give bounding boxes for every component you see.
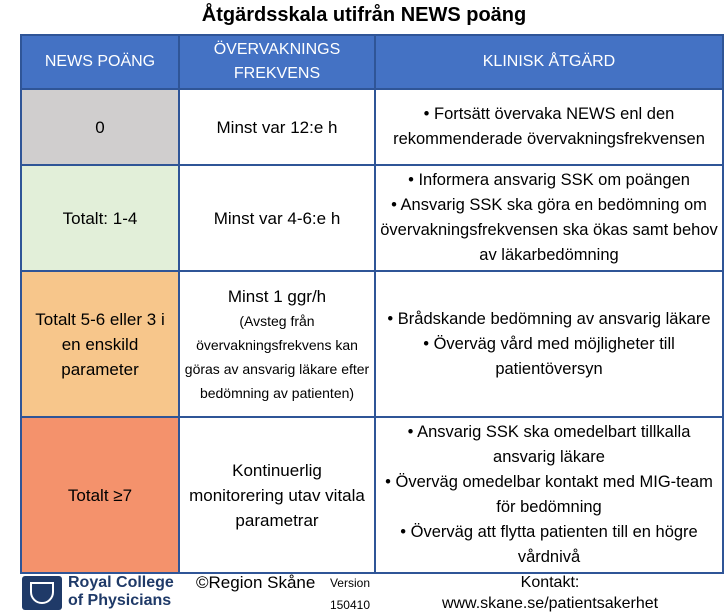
frequency-text: Minst var 12:e h — [216, 117, 338, 137]
copyright-text: ©Region Skåne — [196, 573, 316, 592]
monitoring-frequency-cell — [179, 89, 375, 165]
clinical-action-cell — [375, 89, 723, 165]
table-row — [21, 89, 723, 165]
crest-icon — [22, 576, 62, 610]
action-item: • Ansvarig SSK ska omedelbart tillkalla ansvarig läkare — [380, 420, 718, 470]
action-item: • Överväg vård med möjligheter till patientöversyn — [380, 332, 718, 382]
contact-link[interactable]: www.skane.se/patientsakerhet — [441, 595, 659, 612]
header-news-score: NEWS POÄNG — [21, 35, 179, 89]
action-item: • Informera ansvarig SSK om poängen — [380, 168, 718, 193]
action-item: • Överväg omedelbar kontakt med MIG-team för bedömning — [380, 470, 718, 520]
clinical-action-cell — [375, 271, 723, 417]
table-header-row — [21, 35, 723, 89]
news-score-cell: Totalt ≥7 — [21, 417, 179, 573]
news-score-cell: 0 — [21, 89, 179, 165]
news-score-cell: Totalt: 1-4 — [21, 165, 179, 271]
footer — [0, 572, 728, 615]
table-row — [21, 417, 723, 573]
page-title: Åtgärdsskala utifrån NEWS poäng — [201, 4, 527, 26]
table-row — [21, 271, 723, 417]
action-scale-table — [20, 34, 724, 574]
frequency-text: Minst var 4-6:e h — [213, 208, 341, 228]
frequency-text: Kontinuerlig monitorering utav vitala parametrar — [189, 460, 365, 530]
monitoring-frequency-cell — [179, 165, 375, 271]
frequency-note: (Avsteg från övervakningsfrekvens kan göras av ansvarig läkare efter bedömning av patienten) — [184, 312, 370, 401]
monitoring-frequency-cell — [179, 417, 375, 573]
rcp-logo — [22, 574, 182, 612]
action-item: • Ansvarig SSK ska göra en bedömning om övervakningsfrekvensen ska ökas samt behov av läkarbedömning — [380, 193, 718, 268]
action-item: • Fortsätt övervaka NEWS enl den rekommenderade övervakningsfrekvensen — [380, 102, 718, 152]
monitoring-frequency-cell — [179, 271, 375, 417]
news-score-cell: Totalt 5-6 eller 3 i en enskild parameter — [21, 271, 179, 417]
header-clinical-action: KLINISK ÅTGÄRD — [375, 35, 723, 89]
version-number: 150410 — [329, 598, 370, 612]
action-item: • Överväg att flytta patienten till en högre vårdnivå — [380, 520, 718, 570]
table-row — [21, 165, 723, 271]
contact-block — [410, 572, 690, 614]
logo-text: Royal College of Physicians — [68, 574, 174, 609]
clinical-action-cell — [375, 165, 723, 271]
version-label: Version — [329, 576, 370, 590]
frequency-text: Minst 1 ggr/h — [227, 286, 327, 306]
contact-label: Kontakt: — [520, 574, 580, 591]
action-item: • Brådskande bedömning av ansvarig läkare — [380, 307, 718, 332]
clinical-action-cell — [375, 417, 723, 573]
header-monitoring-frequency: ÖVERVAKNINGS FREKVENS — [179, 35, 375, 89]
